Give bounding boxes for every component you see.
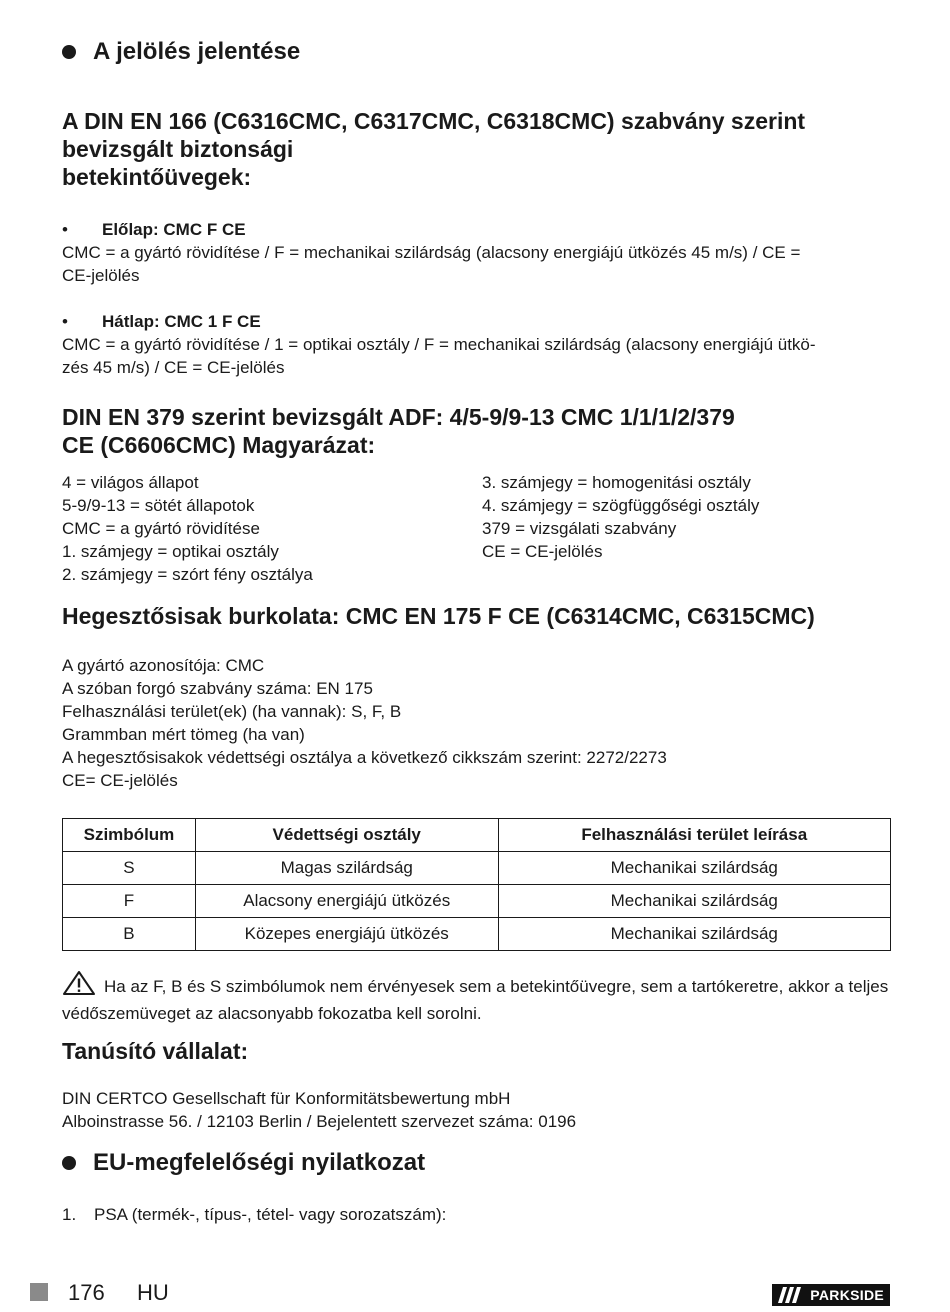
table-cell: Mechanikai szilárdság	[498, 852, 890, 885]
legend-item: 1. számjegy = optikai osztály	[62, 542, 279, 561]
front-lens-label-row	[62, 218, 800, 241]
table-cell: Közepes energiájú ütközés	[195, 918, 498, 951]
helmet-heading: Hegesztősisak burkolata: CMC EN 175 F CE (C6314CMC, C6315CMC)	[62, 603, 815, 629]
din166-heading	[62, 107, 805, 191]
table-cell: B	[63, 918, 196, 951]
table-header-cell: Felhasználási terület leírása	[498, 819, 890, 852]
helmet-detail-line: A szóban forgó szabvány száma: EN 175	[62, 679, 373, 698]
back-lens-text: CMC = a gyártó rövidítése / 1 = optikai osztály / F = mechanikai szilárdság (alacsony energiájú ütkö-	[62, 335, 816, 354]
back-lens-label: Hátlap: CMC 1 F CE	[102, 312, 261, 331]
legend-item: 5-9/9-13 = sötét állapotok	[62, 496, 255, 515]
din379-left-column	[62, 471, 313, 586]
eu-list-item	[62, 1203, 446, 1226]
legend-item: 4 = világos állapot	[62, 473, 199, 492]
logo-slashes-icon	[778, 1287, 802, 1303]
helmet-detail-line: A gyártó azonosítója: CMC	[62, 656, 265, 675]
table-row	[63, 852, 891, 885]
certifier-heading: Tanúsító vállalat:	[62, 1038, 249, 1064]
certifier-details	[62, 1087, 576, 1133]
bullet-dot	[62, 45, 76, 59]
din166-heading-line: betekintőüvegek:	[62, 164, 252, 190]
legend-item: CMC = a gyártó rövidítése	[62, 519, 260, 538]
page-number: 176	[68, 1280, 105, 1305]
legend-item: 2. számjegy = szórt fény osztálya	[62, 565, 313, 584]
list-number: 1.	[62, 1205, 77, 1224]
helmet-details	[62, 654, 667, 792]
warning-triangle-icon	[62, 970, 96, 1002]
table-cell: S	[63, 852, 196, 885]
din379-heading-line: CE (C6606CMC) Magyarázat:	[62, 432, 376, 458]
din379-heading-line: DIN EN 379 szerint bevizsgált ADF: 4/5-9/9-13 CMC 1/1/1/2/379	[62, 404, 735, 430]
logo-text: PARKSIDE	[810, 1287, 884, 1303]
din379-right-column	[482, 471, 759, 563]
section-heading-text: A jelölés jelentése	[93, 38, 301, 65]
section-heading-eu	[62, 1149, 425, 1177]
section-heading-text: EU-megfelelőségi nyilatkozat	[93, 1149, 426, 1176]
table-header-cell: Szimbólum	[63, 819, 196, 852]
list-text: PSA (termék-, típus-, tétel- vagy sorozatszám):	[94, 1205, 447, 1224]
din166-heading-line: A DIN EN 166 (C6316CMC, C6317CMC, C6318CMC) szabvány szerint	[62, 108, 806, 134]
legend-item: 379 = vizsgálati szabvány	[482, 519, 677, 538]
legend-item: 3. számjegy = homogenitási osztály	[482, 473, 751, 492]
bullet: •	[62, 220, 68, 239]
table-cell: Mechanikai szilárdság	[498, 885, 890, 918]
helmet-detail-line: CE= CE-jelölés	[62, 771, 178, 790]
symbol-table	[62, 818, 891, 951]
warning-note	[62, 970, 892, 1025]
table-cell: Alacsony energiájú ütközés	[195, 885, 498, 918]
back-lens-label-row	[62, 310, 816, 333]
language-code: HU	[137, 1280, 169, 1305]
helmet-detail-line: Grammban mért tömeg (ha van)	[62, 725, 305, 744]
certifier-line: Alboinstrasse 56. / 12103 Berlin / Bejelentett szervezet száma: 0196	[62, 1112, 577, 1131]
legend-item: CE = CE-jelölés	[482, 542, 603, 561]
table-header-cell: Védettségi osztály	[195, 819, 498, 852]
table-cell: Magas szilárdság	[195, 852, 498, 885]
legend-item: 4. számjegy = szögfüggőségi osztály	[482, 496, 760, 515]
warning-text: Ha az F, B és S szimbólumok nem érvényesek sem a betekintőüvegre, sem a tartókeretre, akkor a teljes védőszemüveget az alacsonyabb fokozatba kell sorolni.	[62, 977, 889, 1023]
din166-heading-line: bevizsgált biztonsági	[62, 136, 294, 162]
table-row	[63, 885, 891, 918]
table-row	[63, 918, 891, 951]
section-heading-marking	[62, 38, 300, 66]
front-lens-text: CMC = a gyártó rövidítése / F = mechanikai szilárdság (alacsony energiájú ütközés 45 m/s) / CE =	[62, 243, 801, 262]
footer-marker	[30, 1283, 48, 1301]
certifier-line: DIN CERTCO Gesellschaft für Konformitätsbewertung mbH	[62, 1089, 511, 1108]
front-lens-block	[62, 218, 800, 287]
back-lens-block	[62, 310, 816, 379]
table-cell: F	[63, 885, 196, 918]
table-cell: Mechanikai szilárdság	[498, 918, 890, 951]
helmet-detail-line: Felhasználási terület(ek) (ha vannak): S, F, B	[62, 702, 402, 721]
back-lens-text: zés 45 m/s) / CE = CE-jelölés	[62, 358, 285, 377]
table-header-row	[63, 819, 891, 852]
bullet: •	[62, 312, 68, 331]
bullet-dot	[62, 1156, 76, 1170]
parkside-logo	[772, 1284, 890, 1306]
front-lens-text: CE-jelölés	[62, 266, 140, 285]
helmet-detail-line: A hegesztősisakok védettségi osztálya a következő cikkszám szerint: 2272/2273	[62, 748, 667, 767]
front-lens-label: Előlap: CMC F CE	[102, 220, 246, 239]
din379-heading	[62, 403, 735, 459]
